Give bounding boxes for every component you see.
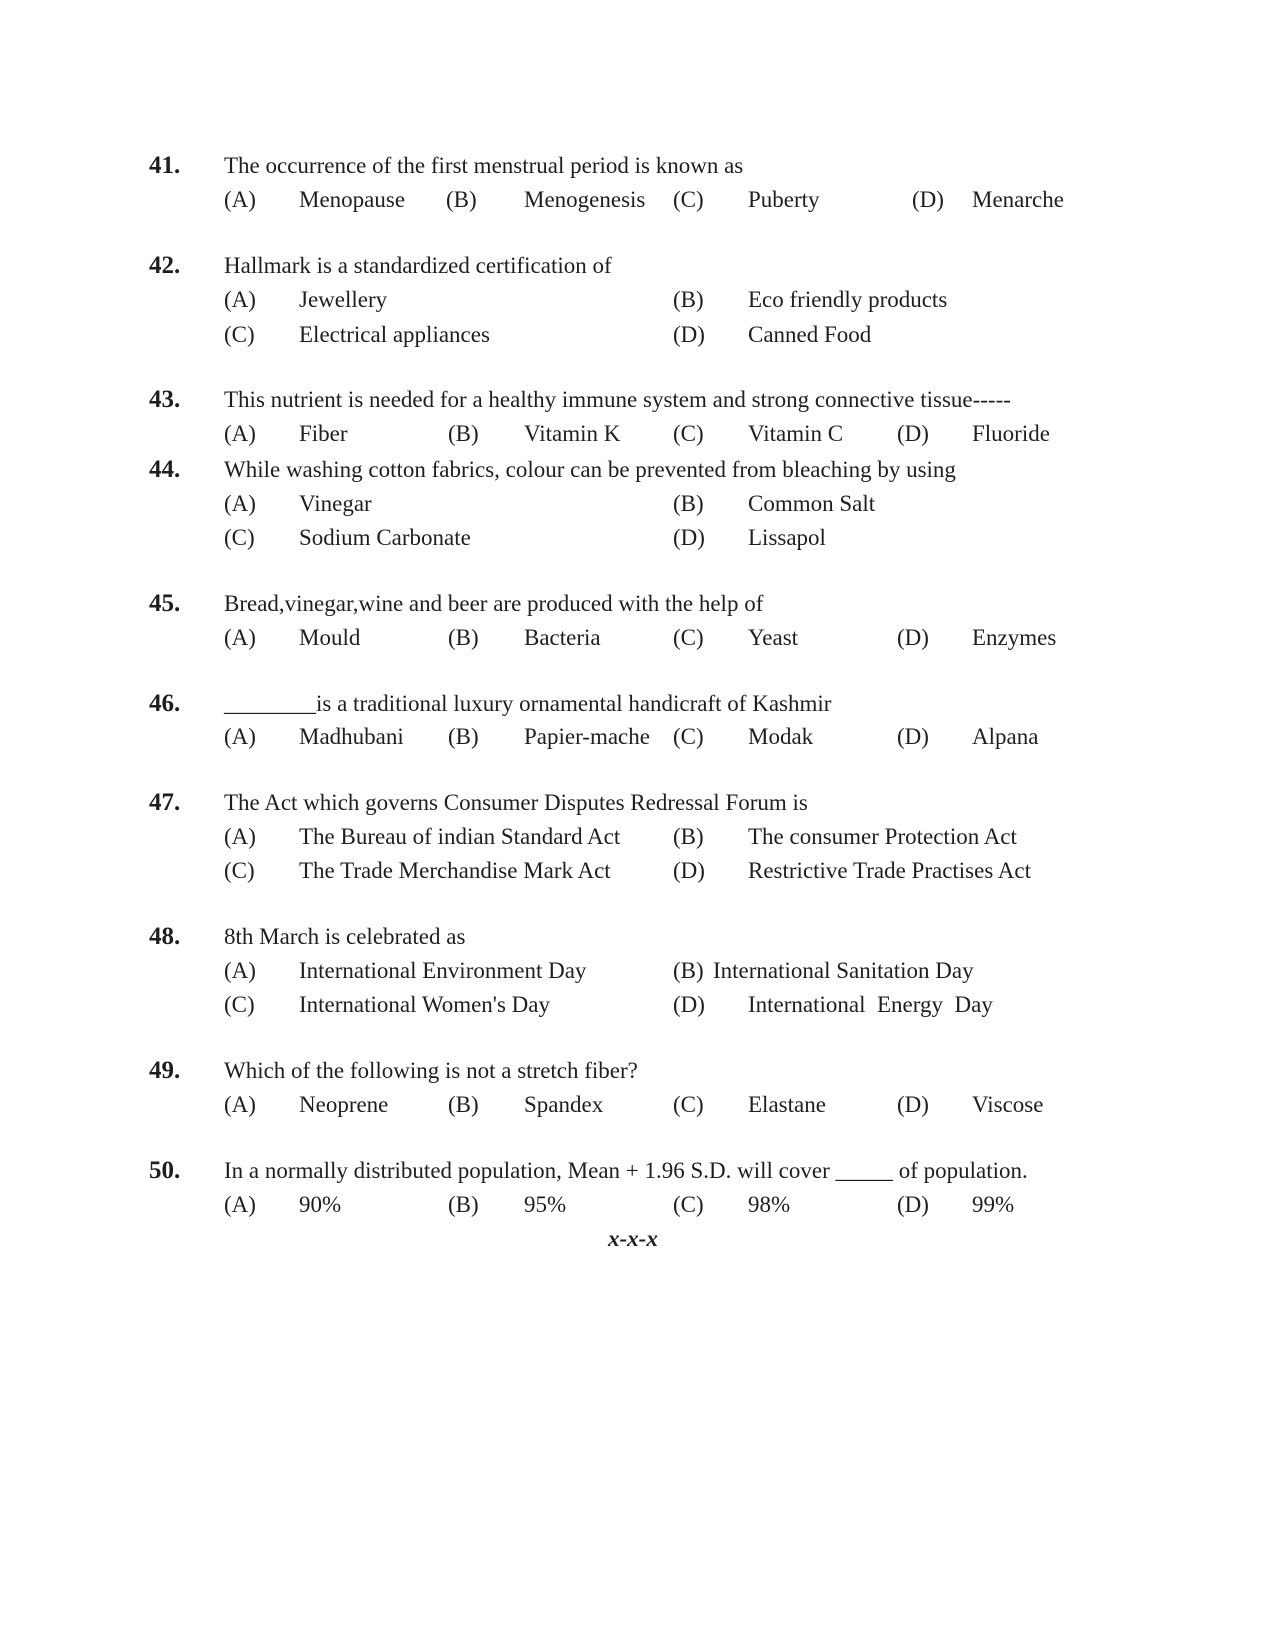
question-number: 41. [149,152,181,179]
option-a-label: (A) [224,724,256,749]
question-number: 49. [149,1057,181,1084]
option-a-label: (A) [224,421,256,446]
option-c-label: (C) [673,1192,704,1217]
option-d-label: (D) [912,187,944,212]
option-c-label: (C) [224,525,255,550]
option-b-label: (B) [448,625,479,650]
option-a-label: (A) [224,1192,256,1217]
option-d-text: Restrictive Trade Practises Act [748,858,1031,883]
option-c-label: (C) [673,187,704,212]
option-b-text: Common Salt [748,491,876,516]
question-number: 47. [149,789,181,816]
option-d-text: Viscose [972,1092,1044,1117]
option-d-label: (D) [673,992,705,1017]
option-a-text: Neoprene [299,1092,389,1117]
question-number: 44. [149,456,181,483]
end-marker-text: x-x-x [608,1226,658,1251]
question-text: While washing cotton fabrics, colour can be prevented from bleaching by using [224,457,956,482]
question-text: ________is a traditional luxury ornamental handicraft of Kashmir [224,691,832,716]
question-text: Bread,vinegar,wine and beer are produced with the help of [224,591,764,616]
option-c-text: Yeast [748,625,799,650]
option-b-text: International Sanitation Day [713,958,974,983]
option-c-text: Sodium Carbonate [299,525,471,550]
option-b-label: (B) [448,1092,479,1117]
option-c-text: The Trade Merchandise Mark Act [299,858,611,883]
option-d-label: (D) [897,1092,929,1117]
question-text: 8th March is celebrated as [224,924,466,949]
option-d-text: Menarche [972,187,1064,212]
option-d-text: Alpana [972,724,1039,749]
option-d-text: International Energy Day [748,992,993,1017]
option-c-label: (C) [224,858,255,883]
option-a-label: (A) [224,824,256,849]
option-b-text: 95% [524,1192,567,1217]
option-b-text: Spandex [524,1092,604,1117]
option-a-label: (A) [224,187,256,212]
option-d-label: (D) [897,625,929,650]
option-c-label: (C) [673,1092,704,1117]
option-c-label: (C) [673,724,704,749]
option-d-label: (D) [673,322,705,347]
question-text: The Act which governs Consumer Disputes Redressal Forum is [224,790,808,815]
option-a-text: Menopause [299,187,406,212]
option-d-text: Enzymes [972,625,1057,650]
option-b-label: (B) [446,187,477,212]
option-b-label: (B) [448,421,479,446]
option-b-text: Eco friendly products [748,287,948,312]
option-b-label: (B) [673,958,704,983]
option-c-label: (C) [224,992,255,1017]
option-b-text: Vitamin K [524,421,621,446]
question-text: The occurrence of the first menstrual period is known as [224,153,744,178]
option-a-label: (A) [224,625,256,650]
question-number: 46. [149,690,181,717]
question-number: 48. [149,923,181,950]
option-a-label: (A) [224,287,256,312]
option-c-label: (C) [673,625,704,650]
option-d-label: (D) [897,421,929,446]
option-a-text: The Bureau of indian Standard Act [299,824,621,849]
option-a-text: International Environment Day [299,958,587,983]
question-text: Hallmark is a standardized certification of [224,253,612,278]
option-b-text: Menogenesis [524,187,646,212]
option-d-label: (D) [673,858,705,883]
option-a-text: Madhubani [299,724,404,749]
option-b-label: (B) [448,724,479,749]
option-b-label: (B) [448,1192,479,1217]
option-d-text: Fluoride [972,421,1050,446]
option-b-label: (B) [673,491,704,516]
question-text: In a normally distributed population, Mean + 1.96 S.D. will cover _____ of population. [224,1158,1028,1183]
option-c-label: (C) [224,322,255,347]
option-b-text: Bacteria [524,625,601,650]
option-c-text: Puberty [748,187,820,212]
question-number: 50. [149,1157,181,1184]
option-a-label: (A) [224,491,256,516]
option-d-label: (D) [673,525,705,550]
question-text: This nutrient is needed for a healthy immune system and strong connective tissue----- [224,387,1011,412]
option-d-label: (D) [897,1192,929,1217]
option-c-text: Modak [748,724,814,749]
option-a-text: Fiber [299,421,348,446]
option-c-text: Electrical appliances [299,322,490,347]
option-d-text: Lissapol [748,525,826,550]
option-a-text: Vinegar [299,491,372,516]
option-c-text: International Women's Day [299,992,550,1017]
option-d-label: (D) [897,724,929,749]
question-text: Which of the following is not a stretch fiber? [224,1058,638,1083]
question-number: 42. [149,252,181,279]
option-d-text: 99% [972,1192,1015,1217]
option-c-text: Vitamin C [748,421,844,446]
option-a-label: (A) [224,958,256,983]
option-c-text: 98% [748,1192,791,1217]
option-d-text: Canned Food [748,322,872,347]
option-b-text: The consumer Protection Act [748,824,1017,849]
option-c-text: Elastane [748,1092,826,1117]
option-a-text: 90% [299,1192,342,1217]
option-b-text: Papier-mache [524,724,650,749]
option-b-label: (B) [673,824,704,849]
option-b-label: (B) [673,287,704,312]
option-a-text: Mould [299,625,361,650]
question-number: 45. [149,590,181,617]
option-a-label: (A) [224,1092,256,1117]
option-c-label: (C) [673,421,704,446]
option-a-text: Jewellery [299,287,388,312]
question-number: 43. [149,386,181,413]
